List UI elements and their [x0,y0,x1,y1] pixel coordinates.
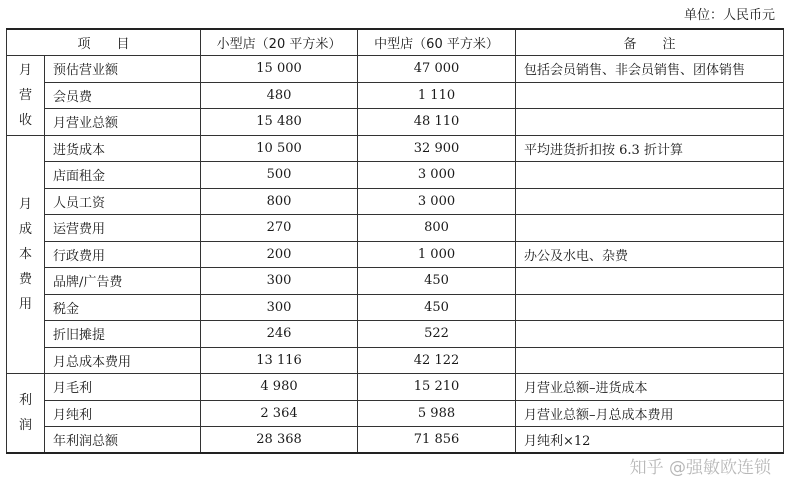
store-financial-table [6,28,784,454]
medium-store-value: 71 856 [358,427,516,454]
medium-store-value: 47 000 [358,56,516,83]
header-note: 备 注 [516,29,784,56]
small-store-value: 480 [201,82,358,109]
note-cell: 办公及水电、杂费 [516,241,784,268]
medium-store-value: 450 [358,268,516,295]
small-store-value: 10 500 [201,135,358,162]
group-label: 利润 [18,393,32,433]
medium-store-value: 15 210 [358,374,516,401]
note-cell [516,321,784,348]
medium-store-value: 800 [358,215,516,242]
table-row [7,400,784,427]
group-label-cell [7,56,45,136]
item-cell: 年利润总额 [45,427,201,454]
note-cell: 平均进货折扣按 6.3 折计算 [516,135,784,162]
header-small-store: 小型店（20 平方米） [201,29,358,56]
table-row [7,268,784,295]
unit-label: 单位：人民币元 [683,8,775,23]
note-cell [516,162,784,189]
table-row [7,135,784,162]
table-row [7,188,784,215]
item-cell: 折旧摊提 [45,321,201,348]
item-cell: 进货成本 [45,135,201,162]
note-cell: 月营业总额–月总成本费用 [516,400,784,427]
group-label: 月成本费用 [18,196,32,312]
item-cell: 店面租金 [45,162,201,189]
note-cell [516,268,784,295]
group-label-cell [7,135,45,374]
table-row [7,241,784,268]
table-row [7,347,784,374]
note-cell [516,347,784,374]
small-store-value: 28 368 [201,427,358,454]
small-store-value: 300 [201,294,358,321]
table-body [7,56,784,454]
medium-store-value: 42 122 [358,347,516,374]
note-cell [516,188,784,215]
note-cell [516,215,784,242]
header-item: 项 目 [7,29,201,56]
table-row [7,321,784,348]
medium-store-value: 3 000 [358,188,516,215]
note-cell [516,82,784,109]
item-cell: 人员工资 [45,188,201,215]
item-cell: 月毛利 [45,374,201,401]
table-header-row [7,29,784,56]
item-cell: 会员费 [45,82,201,109]
small-store-value: 270 [201,215,358,242]
item-cell: 行政费用 [45,241,201,268]
item-cell: 运营费用 [45,215,201,242]
table-row [7,162,784,189]
watermark: 知乎 @强敏欧连锁 [629,458,771,478]
small-store-value: 800 [201,188,358,215]
table-row [7,215,784,242]
item-cell: 月纯利 [45,400,201,427]
item-cell: 预估营业额 [45,56,201,83]
small-store-value: 15 480 [201,109,358,136]
item-cell: 税金 [45,294,201,321]
small-store-value: 300 [201,268,358,295]
small-store-value: 4 980 [201,374,358,401]
item-cell: 月营业总额 [45,109,201,136]
group-label: 月营收 [18,62,32,128]
note-cell: 包括会员销售、非会员销售、团体销售 [516,56,784,83]
small-store-value: 13 116 [201,347,358,374]
table-row [7,82,784,109]
small-store-value: 15 000 [201,56,358,83]
table-row [7,427,784,454]
medium-store-value: 5 988 [358,400,516,427]
item-cell: 月总成本费用 [45,347,201,374]
small-store-value: 246 [201,321,358,348]
note-cell: 月纯利×12 [516,427,784,454]
item-cell: 品牌/广告费 [45,268,201,295]
medium-store-value: 32 900 [358,135,516,162]
medium-store-value: 1 000 [358,241,516,268]
table-row [7,294,784,321]
medium-store-value: 3 000 [358,162,516,189]
group-label-cell [7,374,45,454]
table-row [7,109,784,136]
small-store-value: 2 364 [201,400,358,427]
header-medium-store: 中型店（60 平方米） [358,29,516,56]
note-cell: 月营业总额–进货成本 [516,374,784,401]
table-row [7,56,784,83]
small-store-value: 200 [201,241,358,268]
note-cell [516,294,784,321]
medium-store-value: 48 110 [358,109,516,136]
medium-store-value: 450 [358,294,516,321]
note-cell [516,109,784,136]
small-store-value: 500 [201,162,358,189]
medium-store-value: 522 [358,321,516,348]
table-row [7,374,784,401]
medium-store-value: 1 110 [358,82,516,109]
